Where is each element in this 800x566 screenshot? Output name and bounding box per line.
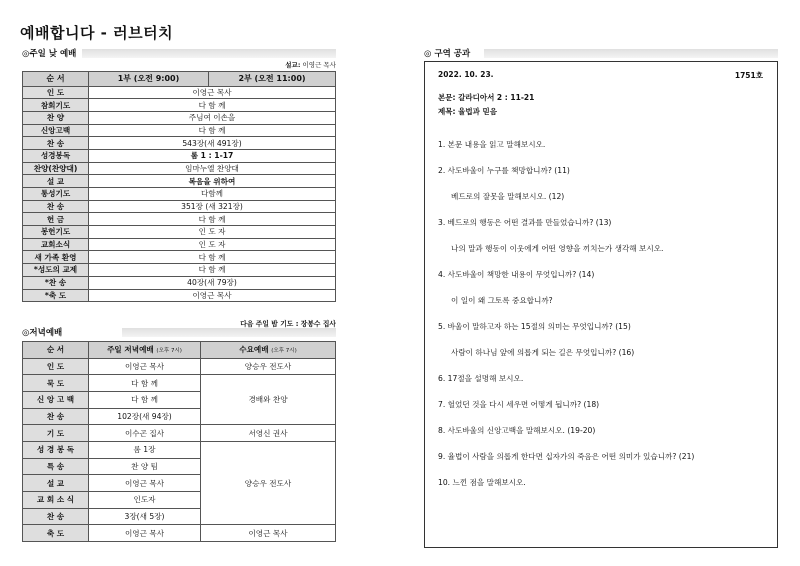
header-first-service: 1부 (오전 9:00) xyxy=(89,72,209,87)
row-label: 교 회 소 식 xyxy=(23,492,89,509)
row-value: 351장 (새 321장) xyxy=(89,200,336,213)
header-sunday-evening-title: 주일 저녁예배 xyxy=(107,345,154,355)
table-row xyxy=(23,162,336,175)
lesson-box xyxy=(424,61,778,548)
header-wednesday xyxy=(201,342,336,359)
header-order: 순 서 xyxy=(23,72,89,87)
table-row xyxy=(23,213,336,226)
row-sunday-value: 3장(새 5장) xyxy=(89,508,201,525)
row-label: 성 경 봉 독 xyxy=(23,441,89,458)
table-row xyxy=(23,175,336,188)
row-label: *성도의 교제 xyxy=(23,264,89,277)
header-sunday-evening xyxy=(89,342,201,359)
question-item: 5. 바울이 말하고자 하는 15절의 의미는 무엇입니까? (15) xyxy=(438,322,631,331)
row-value: 다 함 께 xyxy=(89,99,336,112)
row-label: 찬 송 xyxy=(23,137,89,150)
question-item: 3. 베드로의 행동은 어떤 결과를 만들었습니까? (13) xyxy=(438,218,612,227)
evening-order-table xyxy=(22,341,336,542)
row-wednesday-value: 이영근 목사 xyxy=(201,525,336,542)
table-row xyxy=(23,276,336,289)
question-item: 10. 느낀 점을 말해보시오. xyxy=(438,478,526,487)
sunday-service-heading xyxy=(22,47,336,59)
row-sunday-value: 이수곤 집사 xyxy=(89,425,201,442)
row-label: 신앙고백 xyxy=(23,124,89,137)
table-row xyxy=(23,441,336,458)
preacher-line xyxy=(260,60,336,69)
row-value: 543장(새 491장) xyxy=(89,137,336,150)
sub-question: 사람이 하나님 앞에 의롭게 되는 길은 무엇입니까? (16) xyxy=(451,348,635,357)
row-sunday-value: 롬 1장 xyxy=(89,441,201,458)
question-item: 8. 사도바울의 신앙고백을 말해보시오. (19-20) xyxy=(438,426,596,435)
header-sunday-evening-time: (오후 7시) xyxy=(156,348,182,355)
lesson-topic: 제목: 율법과 믿음 xyxy=(438,107,497,116)
row-sunday-value: 다 함 께 xyxy=(89,391,201,408)
row-label: 설 교 xyxy=(23,475,89,492)
row-wednesday-value: 양승우 전도사 xyxy=(201,358,336,375)
row-label: 찬양(찬양대) xyxy=(23,162,89,175)
row-sunday-value: 인도자 xyxy=(89,492,201,509)
question-list xyxy=(438,139,763,503)
row-wednesday-value: 경배와 찬양 xyxy=(201,375,336,425)
page-title: 예배합니다 - 러브터치 xyxy=(20,24,174,42)
table-row xyxy=(23,525,336,542)
table-row xyxy=(23,137,336,150)
row-label: 찬 양 xyxy=(23,111,89,124)
row-sunday-value: 이영근 목사 xyxy=(89,525,201,542)
row-value: 인 도 자 xyxy=(89,226,336,239)
row-value: 40장(새 79장) xyxy=(89,276,336,289)
preacher-name: 이영근 목사 xyxy=(302,61,336,69)
row-label: 찬 송 xyxy=(23,200,89,213)
row-label: 성경봉독 xyxy=(23,149,89,162)
question-item: 1. 본문 내용을 읽고 말해보시오. xyxy=(438,140,546,149)
sub-question: 이 일이 왜 그토록 중요합니까? xyxy=(451,296,553,305)
question-item: 7. 헐었던 것을 다시 세우면 어떻게 됩니까? (18) xyxy=(438,400,600,409)
row-label: 찬 송 xyxy=(23,508,89,525)
row-sunday-value: 다 함 께 xyxy=(89,375,201,392)
row-label: 새 가족 환영 xyxy=(23,251,89,264)
row-label: 헌 금 xyxy=(23,213,89,226)
table-row xyxy=(23,251,336,264)
row-value: 이영근 목사 xyxy=(89,289,336,302)
table-row xyxy=(23,149,336,162)
table-row xyxy=(23,375,336,392)
row-label: 인 도 xyxy=(23,86,89,99)
next-week-prayer-leader: 다음 주일 밤 기도 : 장봉수 집사 xyxy=(240,320,336,328)
heading-bar xyxy=(82,49,336,58)
row-value: 주님여 이손을 xyxy=(89,111,336,124)
row-label: *찬 송 xyxy=(23,276,89,289)
row-sunday-value: 이영근 목사 xyxy=(89,358,201,375)
heading-bar xyxy=(484,49,778,58)
table-row xyxy=(23,226,336,239)
row-sunday-value: 찬 양 팀 xyxy=(89,458,201,475)
header-order: 순 서 xyxy=(23,342,89,359)
row-label: 통성기도 xyxy=(23,188,89,201)
row-label: 설 교 xyxy=(23,175,89,188)
heading-bar xyxy=(122,328,336,337)
table-row xyxy=(23,358,336,375)
sunday-service-heading-text: ◎주일 낮 예배 xyxy=(22,49,77,59)
sub-question: 베드로의 잘못을 말해보시오. (12) xyxy=(451,192,565,201)
table-row xyxy=(23,264,336,277)
sunday-order-table xyxy=(22,71,336,302)
table-row xyxy=(23,238,336,251)
lesson-top-line xyxy=(438,70,763,81)
row-label: 교회소식 xyxy=(23,238,89,251)
question-item: 4. 사도바울이 책망한 내용이 무엇입니까? (14) xyxy=(438,270,595,279)
table-row xyxy=(23,200,336,213)
table-row xyxy=(23,124,336,137)
table-header-row xyxy=(23,342,336,359)
table-row xyxy=(23,111,336,124)
row-value: 다함께 xyxy=(89,188,336,201)
row-label: 봉헌기도 xyxy=(23,226,89,239)
row-label: 참회기도 xyxy=(23,99,89,112)
question-item: 6. 17절을 설명해 보시오. xyxy=(438,374,524,383)
row-label: *축 도 xyxy=(23,289,89,302)
table-row xyxy=(23,99,336,112)
evening-service-heading-text: ◎저녁예배 xyxy=(22,328,63,338)
row-sunday-value: 102장(새 94장) xyxy=(89,408,201,425)
sub-question: 나의 말과 행동이 이웃에게 어떤 영향을 끼치는가 생각해 보시오. xyxy=(451,244,664,253)
header-wednesday-title: 수요예배 xyxy=(239,345,269,355)
row-label: 축 도 xyxy=(23,525,89,542)
row-value: 인 도 자 xyxy=(89,238,336,251)
question-item: 2. 사도바울이 누구를 책망합니까? (11) xyxy=(438,166,570,175)
row-label: 묵 도 xyxy=(23,375,89,392)
row-value: 다 함 께 xyxy=(89,124,336,137)
row-value: 복음을 위하여 xyxy=(89,175,336,188)
table-row xyxy=(23,86,336,99)
lesson-date: 2022. 10. 23. xyxy=(438,70,494,79)
table-row xyxy=(23,188,336,201)
row-label: 인 도 xyxy=(23,358,89,375)
table-row xyxy=(23,289,336,302)
row-value: 이영근 목사 xyxy=(89,86,336,99)
row-sunday-value: 이영근 목사 xyxy=(89,475,201,492)
table-header-row xyxy=(23,72,336,87)
lesson-scripture: 본문: 갈라디아서 2 : 11-21 xyxy=(438,93,535,102)
row-value: 다 함 께 xyxy=(89,251,336,264)
row-wednesday-value: 양승우 전도사 xyxy=(201,441,336,524)
row-label: 신 앙 고 백 xyxy=(23,391,89,408)
row-wednesday-value: 서영신 권사 xyxy=(201,425,336,442)
lesson-heading-text: ◎ 구역 공과 xyxy=(424,49,471,59)
preacher-label: 설교: xyxy=(285,61,301,69)
row-label: 찬 송 xyxy=(23,408,89,425)
row-value: 다 함 께 xyxy=(89,264,336,277)
bulletin-number: 1751호 xyxy=(734,71,763,80)
lesson-heading xyxy=(424,47,778,59)
row-value: 롬 1 : 1-17 xyxy=(89,149,336,162)
row-label: 기 도 xyxy=(23,425,89,442)
row-value: 다 함 께 xyxy=(89,213,336,226)
header-second-service: 2부 (오전 11:00) xyxy=(209,72,336,87)
table-row xyxy=(23,425,336,442)
question-item: 9. 율법이 사람을 의롭게 한다면 십자가의 죽음은 어떤 의미가 있습니까? (21) xyxy=(438,452,695,461)
header-wednesday-time: (오후 7시) xyxy=(271,348,297,355)
row-value: 임마누엘 찬양대 xyxy=(89,162,336,175)
evening-service-heading xyxy=(22,326,336,338)
row-label: 특 송 xyxy=(23,458,89,475)
